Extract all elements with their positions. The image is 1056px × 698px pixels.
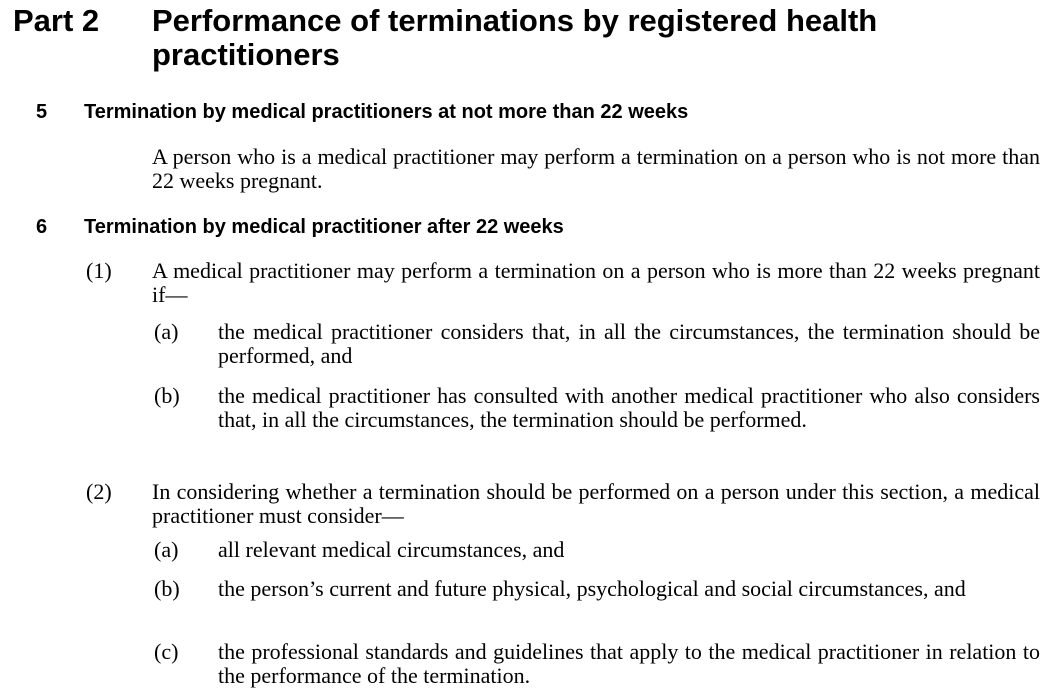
paragraph-number: (b) xyxy=(154,383,180,408)
section-title: Termination by medical practitioners at not more than 22 weeks xyxy=(84,101,689,123)
subsection-text: A medical practitioner may perform a termination on a person who is more than 22 weeks pregnant if— xyxy=(152,258,1040,307)
part-title: Performance of terminations by registered health practitioners xyxy=(152,3,878,72)
subsection-text: In considering whether a termination should be performed on a person under this section, a medical practitioner must consider— xyxy=(152,479,1040,528)
subsection-number: (2) xyxy=(86,479,112,504)
section-number: 5 xyxy=(36,101,48,123)
paragraph-number: (a) xyxy=(154,537,179,562)
part-label: Part 2 xyxy=(13,3,100,38)
section-text: A person who is a medical practitioner may perform a termination on a person who is not more than 22 weeks pregnant. xyxy=(152,144,1040,193)
paragraph-text: the medical practitioner considers that, in all the circumstances, the termination should be performed, and xyxy=(218,319,1040,368)
paragraph-text: the professional standards and guidelines that apply to the medical practitioner in relation to the performance of the termination. xyxy=(218,639,1040,688)
paragraph-number: (a) xyxy=(154,319,179,344)
section-title: Termination by medical practitioner after 22 weeks xyxy=(84,216,564,238)
paragraph-text: the medical practitioner has consulted with another medical practitioner who also considers that, in all the circumstances, the termination should be performed. xyxy=(218,383,1040,432)
subsection-number: (1) xyxy=(86,258,112,283)
paragraph-text: the person’s current and future physical, psychological and social circumstances, and xyxy=(218,576,966,601)
paragraph-text: all relevant medical circumstances, and xyxy=(218,537,565,562)
section-number: 6 xyxy=(36,216,48,238)
paragraph-number: (b) xyxy=(154,576,180,601)
paragraph-number: (c) xyxy=(154,639,179,664)
